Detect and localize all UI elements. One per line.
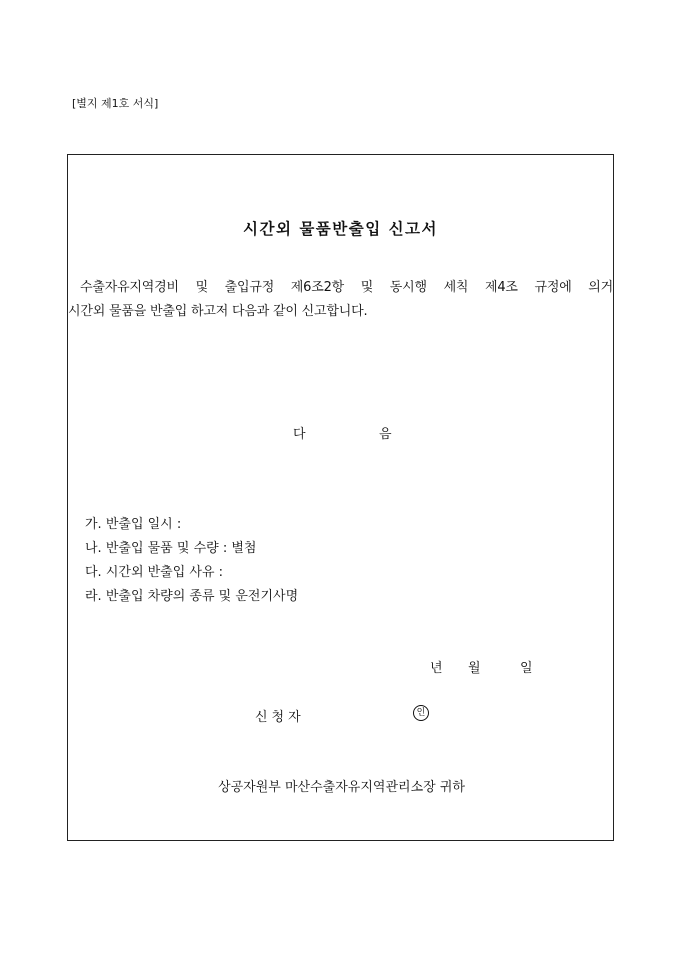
heading-eum: 음 bbox=[379, 427, 392, 442]
seal-mark: 인 bbox=[413, 705, 429, 721]
date-year-label: 년 bbox=[430, 661, 443, 676]
heading-da: 다 bbox=[293, 427, 306, 442]
applicant-label: 신청자 bbox=[255, 710, 305, 725]
intro-paragraph bbox=[68, 276, 615, 324]
form-title: 시간외 물품반출입 신고서 bbox=[243, 219, 438, 238]
date-month-label: 월 bbox=[468, 661, 481, 676]
item-datetime: 가. 반출입 일시 : bbox=[85, 517, 182, 532]
intro-line-2: 시간외 물품을 반출입 하고저 다음과 같이 신고합니다. bbox=[68, 304, 368, 319]
form-number-label: [별지 제1호 서식] bbox=[72, 97, 159, 110]
item-vehicle-driver: 라. 반출입 차량의 종류 및 운전기사명 bbox=[85, 589, 299, 604]
item-list bbox=[85, 513, 298, 609]
intro-line-1: 수출자유지역경비 및 출입규정 제6조2항 및 동시행 세칙 제4조 규정에 의거 bbox=[80, 280, 613, 295]
item-goods-quantity: 나. 반출입 물품 및 수량 : 별첨 bbox=[85, 541, 257, 556]
item-reason: 다. 시간외 반출입 사유 : bbox=[85, 565, 224, 580]
form-box bbox=[67, 154, 614, 841]
date-day-label: 일 bbox=[520, 661, 533, 676]
recipient-line: 상공자원부 마산수출자유지역관리소장 귀하 bbox=[218, 780, 465, 795]
